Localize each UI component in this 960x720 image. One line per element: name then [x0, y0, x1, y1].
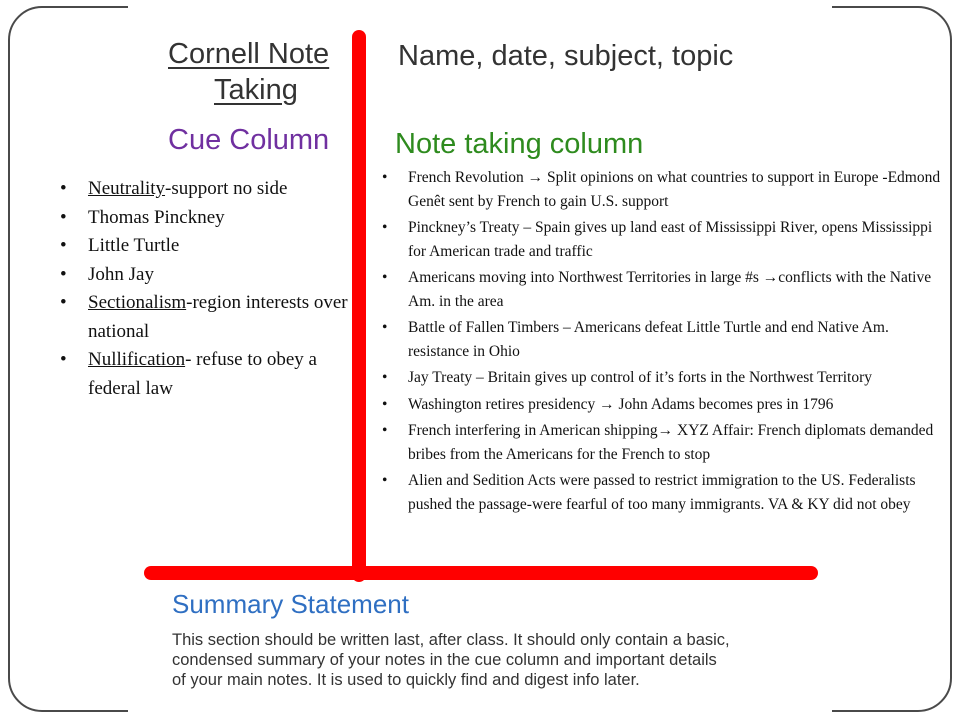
note-item: • French Revolution → Split opinions on what countries to support in Europe -Edmond Genêt sent by French to gain U.S. support: [380, 166, 952, 213]
note-item: • Washington retires presidency → John Adams becomes pres in 1796: [380, 393, 952, 417]
cue-column-heading: Cue Column: [168, 124, 330, 156]
note-item: • Jay Treaty – Britain gives up control of it’s forts in the Northwest Territory: [380, 366, 952, 390]
cue-item: • John Jay: [60, 261, 350, 290]
note-taking-column-heading: Note taking column: [395, 128, 644, 160]
cue-column-list: [60, 175, 350, 403]
cue-item: • Nullification- refuse to obey a federal law: [60, 346, 350, 403]
summary-statement-heading: Summary Statement: [172, 589, 409, 619]
cue-item: • Neutrality-support no side: [60, 175, 350, 204]
note-item: • Battle of Fallen Timbers – Americans defeat Little Turtle and end Native Am. resistance in Ohio: [380, 316, 952, 363]
header-name-date-subject-topic: Name, date, subject, topic: [398, 40, 734, 72]
note-item: • Americans moving into Northwest Territories in large #s →conflicts with the Native Am. in the area: [380, 266, 952, 313]
note-taking-list: [380, 166, 952, 519]
summary-line: This section should be written last, after class. It should only contain a basic,: [172, 631, 730, 649]
summary-line: of your main notes. It is used to quickly find and digest info later.: [172, 671, 640, 689]
cue-item: • Little Turtle: [60, 232, 350, 261]
note-item: • French interfering in American shipping→ XYZ Affair: French diplomats demanded bribes from the Americans for the French to stop: [380, 419, 952, 466]
page-title-line-2: Taking: [214, 74, 298, 106]
cue-item: • Thomas Pinckney: [60, 204, 350, 233]
note-item: • Alien and Sedition Acts were passed to restrict immigration to the US. Federalists pushed the passage-were fearful of too many immigrants. VA & KY did not obey: [380, 469, 952, 516]
horizontal-divider: [144, 566, 818, 580]
summary-line: condensed summary of your notes in the cue column and important details: [172, 651, 717, 669]
vertical-divider: [352, 30, 366, 582]
page-title-line-1: Cornell Note: [168, 38, 330, 70]
note-item: • Pinckney’s Treaty – Spain gives up land east of Mississippi River, opens Mississippi for American trade and traffic: [380, 216, 952, 263]
cue-item: • Sectionalism-region interests over national: [60, 289, 350, 346]
summary-statement-text: [172, 630, 822, 690]
